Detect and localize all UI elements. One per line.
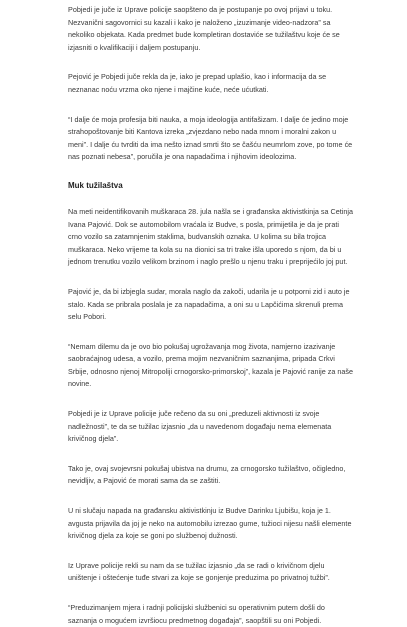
article-paragraph: Tako je, ovaj svojevrsni pokušaj ubistva na drumu, za crnogorsko tužilaštvo, očigledno, nevidljiv, a Pajović će morati sama da se zaštiti. xyxy=(68,463,346,486)
article-paragraph: Iz Uprave policije rekli su nam da se tužilac izjasnio „da se radi o krivičnom djelu uništenje i oštećenje tuđe stvari za koje se gonjenje preduzima po privatnoj tužbi”. xyxy=(68,560,330,583)
article-paragraph: “Nemam dilemu da je ovo bio pokušaj ugrožavanja mog života, namjerno izazivanje saobraćajnog udesa, a vozilo, prema mojim nezvaničnim saznanjima, pripada Crkvi Srbije, odnosno njenoj Mitropoliji crnogorsko-primorskoj”, kazala je Pajović ranije za naše novine. xyxy=(68,341,354,389)
section-subheading: Muk tužilaštva xyxy=(68,180,123,190)
article-paragraph: Pejović je Pobjedi juče rekla da je, iako je prepad uplašio, kao i informacija da se neznanac noću vrzma oko njene i majčine kuće, neće ućutkati. xyxy=(68,72,327,94)
article-paragraph: Na meti neidentifikovanih muškaraca 28. jula našla se i građanska aktivistkinja sa Cetinja Ivana Pajović. Dok se automobilom vraćala iz Budve, s posla, primijetila je da je prati crno vozilo sa zatamnjenim staklima, budvanskih oznaka. U kolima su bila trojica muškaraca. Neko vrijeme ta kola su na dionici sa tri trake išla uporedo s njom, da bi u jednom trenutku vozilo velikom brzinom i naglo prešlo u njenu traku i preprijećilo joj put. xyxy=(68,206,354,267)
article-paragraph: “Preduzimanjem mjera i radnji policijski službenici su operativnim putem došli do saznanja o mogućem izvršiocu predmetnog događaja”, saopštili su oni Pobjedi. xyxy=(68,603,325,625)
article-paragraph: U ni slučaju napada na građansku aktivistkinju iz Budve Darinku Ljubišu, koja je 1. avgusta prijavila da joj je neko na automobilu izrezao gume, tužioci nijesu našli elemente krivičnog djela za koje se goni po službenoj dužnosti. xyxy=(68,506,352,541)
article-paragraph: Pobjedi je juče iz Uprave policije saopšteno da je postupanje po ovoj prijavi u toku. Nezvanični sagovornici su kazali i kako je naloženo „izuzimanje video-nadzora” sa nekoliko objekata. Kada predmet bude kompletiran dostaviće se tužilaštvu koje će se izjasniti o kvalifikaciji i daljem postupanju. xyxy=(68,5,340,52)
article-paragraph: Pajović je, da bi izbjegla sudar, morala naglo da zakoči, udarila je u potporni zid i auto je stalo. Kada se pribrala poslala je za napadačima, a oni su u Lapčićima skrenuli prema selu Pobori. xyxy=(68,286,350,322)
article-paragraph: “I dalje će moja profesija biti nauka, a moja ideologija antifašizam. I dalje će jedino moje strahopoštovanje biti Kantova izreka „zvjezdano nebo nada mnom i moralni zakon u meni”. I dalje ću tvrditi da ima nešto iznad smrti što se čašću neumrlom zove, po tome će nas poznati nebesa”, poručila je ona napadačima i njihovim ideolozima. xyxy=(68,114,353,162)
article-paragraph: Pobjedi je iz Uprave policije juče rečeno da su oni „preduzeli aktivnosti iz svoje nadležnosti”, te da se tužilac izjasnio „da u navedenom događaju nema elemenata krivičnog djela”. xyxy=(68,409,332,444)
